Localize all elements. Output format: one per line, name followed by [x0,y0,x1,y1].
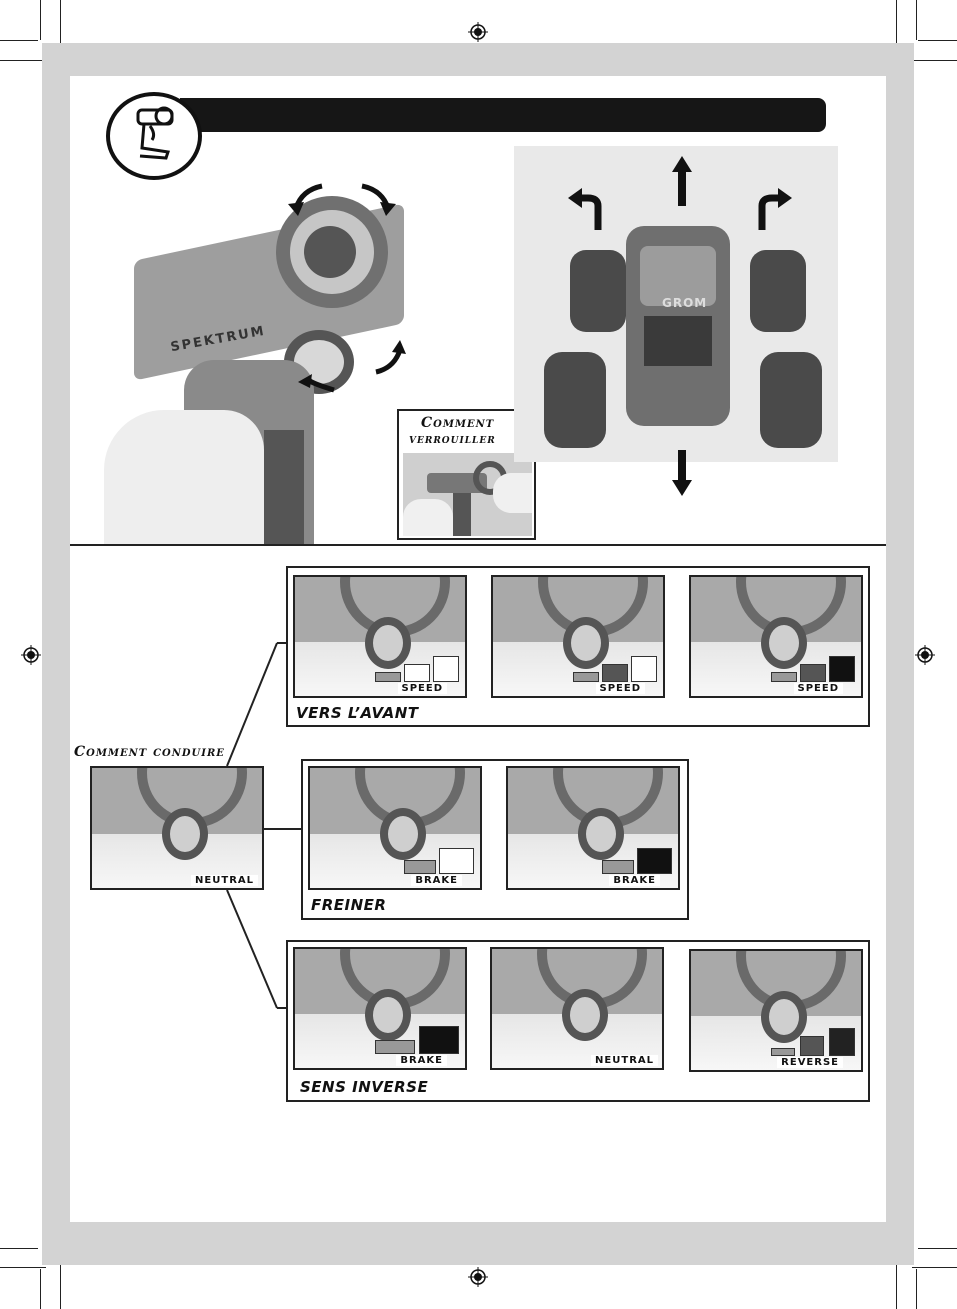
level-bars [404,848,474,874]
level-bars [771,656,855,682]
neutral-label: NEUTRAL [591,1055,658,1066]
drive-title: Comment conduire [74,744,225,760]
forward-panel-1 [293,575,467,698]
reverse-label: REVERSE [777,1057,843,1068]
speed-label: SPEED [398,683,448,694]
level-bars [375,1028,459,1054]
brake-panel-2 [506,766,680,890]
neutral-label: NEUTRAL [191,875,258,886]
reverse-caption: SENS INVERSE [300,1078,429,1096]
reverse-panel-3 [689,949,863,1072]
level-bars [375,656,459,682]
level-bars [573,656,657,682]
neutral-thumb [90,766,264,890]
forward-caption: VERS L’AVANT [296,704,419,722]
inset-title-line2: verrouiller [409,432,496,447]
brake-label: BRAKE [609,875,660,886]
speed-label: SPEED [794,683,844,694]
forward-panel-2 [491,575,665,698]
truck-brand: GROM [662,296,708,310]
reverse-panel-2 [490,947,664,1070]
reverse-panel-1 [293,947,467,1070]
level-bars [602,848,672,874]
inset-title-line1: Comment [421,415,495,431]
brake-caption: FREINER [311,896,387,914]
brake-label: BRAKE [411,875,462,886]
brake-panel-1 [308,766,482,890]
forward-panel-3 [689,575,863,698]
speed-label: SPEED [596,683,646,694]
brake-label: BRAKE [396,1055,447,1066]
brand-label: SPEKTRUM [169,323,267,356]
level-bars [771,1030,855,1056]
